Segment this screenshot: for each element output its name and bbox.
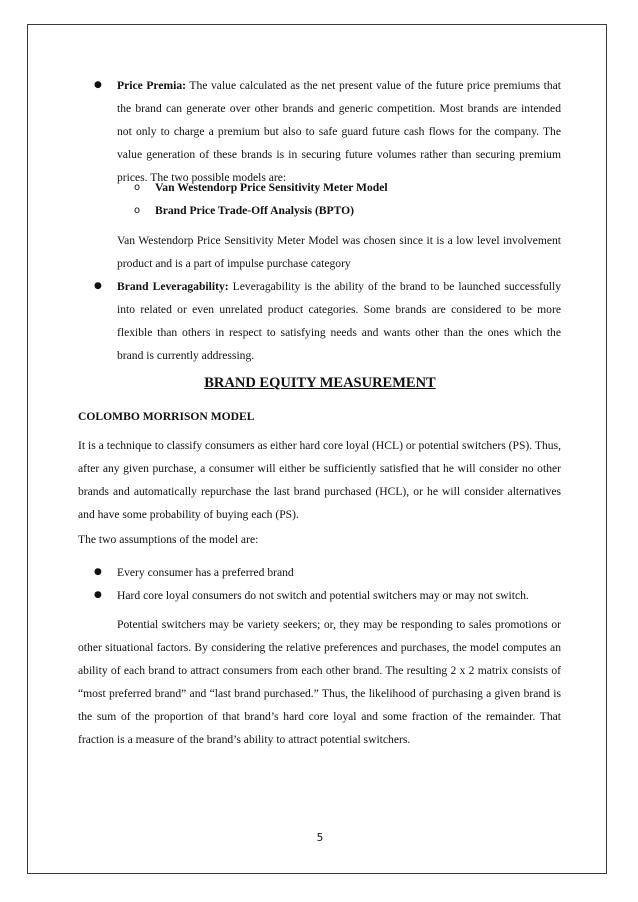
section-heading: BRAND EQUITY MEASUREMENT [204,375,436,391]
assumption-item [117,584,561,607]
paragraph-text: It is a technique to classify consumers as either hard core loyal (HCL) or potential switchers (PS). Thus, after any given purchase, a consumer will either be sufficiently satisfied that he will consider no other brands and automatically repurchase the last brand purchased (HCL), or he will consider alternatives and have some probability of buying each (PS). [78,439,561,521]
model-item [155,176,555,199]
model-choice-text [117,229,561,275]
model-item-label: Van Westendorp Price Sensitivity Meter Model [155,181,388,194]
bullet-brand-leveragability [117,275,561,367]
assumption-text: Every consumer has a preferred brand [117,566,294,579]
paragraph-switchers [78,613,561,751]
bullet-title: Price Premia: [117,79,187,92]
model-item-label: Brand Price Trade-Off Analysis (BPTO) [155,204,355,217]
bullet-icon: ● [94,590,102,600]
bullet-title: Brand Leveragability: [117,280,229,293]
bullet-icon: ● [94,567,102,577]
assumption-text: Hard core loyal consumers do not switch and potential switchers may or may not switch. [117,589,529,602]
model-item [155,199,555,222]
assumptions-intro-text: The two assumptions of the model are: [78,533,259,546]
paragraph-technique [78,434,561,526]
assumptions-intro [78,528,561,551]
model-choice-label: Van Westendorp Price Sensitivity Meter Model was chosen since it is a low level involvement product and is a part of impulse purchase category [117,234,561,270]
bullet-icon: ● [94,80,102,90]
bullet-text: The value calculated as the net present value of the future price premiums that the brand can generate over other brands and generic competition. Most brands are intended not only to charge a premium but also to safe guard future cash flows for the company. The value generation of these brands is in securing future volumes rather than securing premium prices. The two possible models are: [117,79,561,184]
assumption-item [117,561,561,584]
subheading: COLOMBO MORRISON MODEL [78,410,255,423]
bullet-price-premia [117,74,561,189]
circle-bullet-icon: o [134,205,141,216]
bullet-icon: ● [94,281,102,291]
circle-bullet-icon: o [134,182,141,193]
bullet-text: Leveragability is the ability of the brand to be launched successfully into related or even unrelated product categories. Some brands are considered to be more flexible than others in respect to satisfying needs and wants other than the ones which the brand is currently addressing. [117,280,561,362]
paragraph-text: Potential switchers may be variety seekers; or, they may be responding to sales promotions or other situational factors. By considering the relative preferences and purchases, the model computes an ability of each brand to attract consumers from each other brand. The resulting 2 x 2 matrix consists of “most preferred brand” and “last brand purchased.” Thus, the likelihood of purchasing a given brand is the sum of the proportion of that brand’s hard core loyal and some fraction of the remainder. That fraction is a measure of the brand’s ability to attract potential switchers. [78,618,561,746]
page-number: 5 [316,832,324,844]
